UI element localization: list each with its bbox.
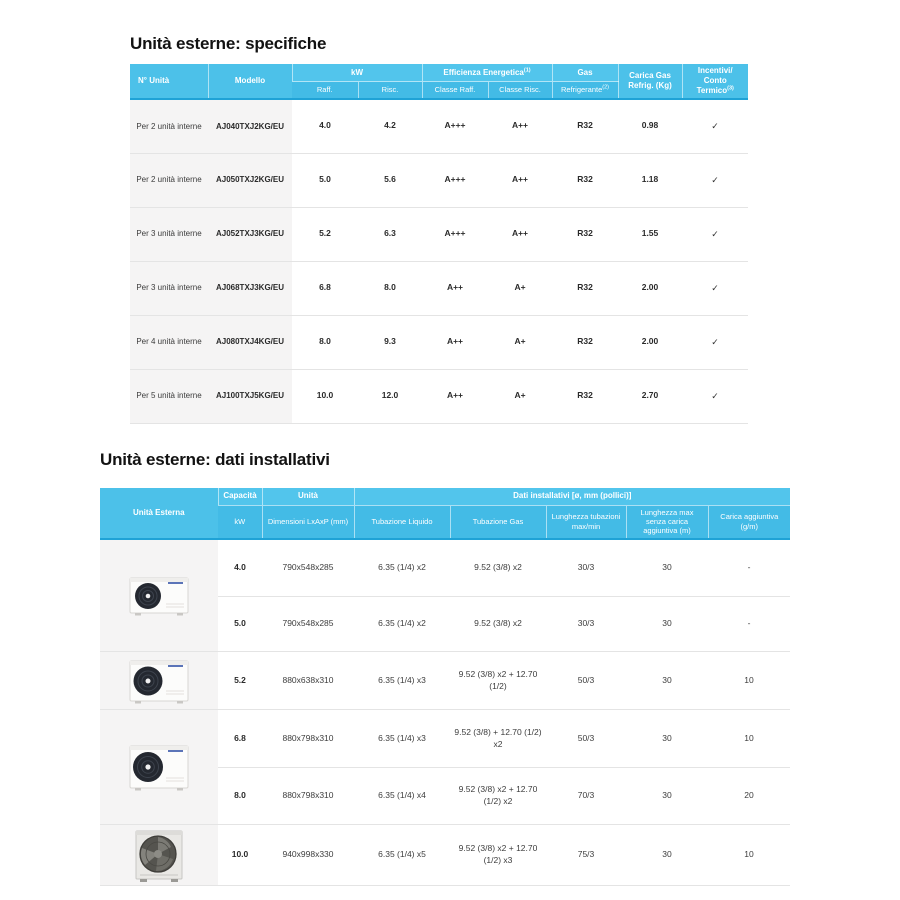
cell-tubazione-gas: 9.52 (3/8) x2 xyxy=(474,561,522,572)
cell-gas: R32 xyxy=(552,207,618,261)
outdoor-unit-large-image xyxy=(100,825,218,886)
col-header-carica-gas: Carica Gas Refrig. (Kg) xyxy=(618,64,682,99)
col-header-n-unita: N° Unità xyxy=(130,64,208,99)
cell-tubazione-liquido: 6.35 (1/4) x5 xyxy=(354,825,450,886)
incentivi-footnote: (3) xyxy=(727,85,734,92)
col-group-gas: Gas xyxy=(552,64,618,82)
subcol-header-lunghezza-max: Lunghezza max senza carica aggiuntiva (m) xyxy=(626,505,708,539)
cell-capacita: 10.0 xyxy=(218,825,262,886)
cell-n-unita: Per 2 unità interne xyxy=(130,99,208,153)
col-header-modello: Modello xyxy=(208,64,292,99)
subcol-header-carica-aggiuntiva: Carica aggiuntiva (g/m) xyxy=(708,505,790,539)
cell-lunghezza-tubazioni: 70/3 xyxy=(546,768,626,825)
cell-tubazione-liquido: 6.35 (1/4) x3 xyxy=(354,652,450,710)
cell-tubazione-liquido: 6.35 (1/4) x4 xyxy=(354,768,450,825)
cell-raff: 5.0 xyxy=(292,153,358,207)
cell-carica: 1.55 xyxy=(618,207,682,261)
cell-risc: 12.0 xyxy=(358,369,422,423)
table2-title: Unità esterne: dati installativi xyxy=(100,450,330,469)
cell-dimensioni: 880x798x310 xyxy=(262,710,354,768)
table-row xyxy=(100,710,790,768)
cell-risc: 8.0 xyxy=(358,261,422,315)
install-data-table xyxy=(100,488,790,886)
table-row xyxy=(130,153,748,207)
cell-classe-risc: A+ xyxy=(488,315,552,369)
cell-classe-raff: A++ xyxy=(422,369,488,423)
cell-classe-raff: A+++ xyxy=(422,207,488,261)
cell-raff: 10.0 xyxy=(292,369,358,423)
table-row xyxy=(130,99,748,153)
cell-raff: 5.2 xyxy=(292,207,358,261)
cell-tubazione-gas: 9.52 (3/8) x2 xyxy=(450,597,546,652)
subcol-header-lunghezza-tubazioni: Lunghezza tubazioni max/min xyxy=(546,505,626,539)
cell-classe-raff: A+++ xyxy=(444,120,466,131)
cell-carica-aggiuntiva: 10 xyxy=(708,710,790,768)
cell-lunghezza-max: 30 xyxy=(626,597,708,652)
check-icon: ✓ xyxy=(682,369,748,423)
subcol-header-tubazione-liquido: Tubazione Liquido xyxy=(354,505,450,539)
cell-n-unita: Per 3 unità interne xyxy=(130,261,208,315)
cell-lunghezza-tubazioni: 50/3 xyxy=(546,710,626,768)
cell-carica: 1.18 xyxy=(618,153,682,207)
col-group-unita: Unità xyxy=(262,488,354,505)
cell-classe-raff: A+++ xyxy=(422,153,488,207)
install-table-header xyxy=(100,488,790,539)
subcol-header-risc: Risc. xyxy=(358,82,422,100)
col-group-kw: kW xyxy=(292,64,422,82)
check-icon: ✓ xyxy=(682,207,748,261)
table1-title: Unità esterne: specifiche xyxy=(130,34,327,53)
cell-dimensioni: 880x638x310 xyxy=(262,652,354,710)
cell-classe-risc: A++ xyxy=(488,207,552,261)
cell-raff: 8.0 xyxy=(292,315,358,369)
cell-tubazione-liquido: 6.35 (1/4) x2 xyxy=(378,561,426,572)
cell-lunghezza-max: 30 xyxy=(626,710,708,768)
cell-lunghezza-tubazioni: 50/3 xyxy=(546,652,626,710)
table-row xyxy=(100,539,790,597)
cell-risc: 5.6 xyxy=(358,153,422,207)
cell-lunghezza-max: 30 xyxy=(626,825,708,886)
cell-classe-raff: A++ xyxy=(422,315,488,369)
cell-n-unita: Per 3 unità interne xyxy=(130,207,208,261)
cell-dimensioni: 790x548x285 xyxy=(262,597,354,652)
cell-tubazione-gas: 9.52 (3/8) + 12.70 (1/2) x2 xyxy=(450,710,546,768)
cell-gas: R32 xyxy=(577,120,593,131)
col-group-capacita: Capacità xyxy=(218,488,262,505)
cell-dimensioni: 790x548x285 xyxy=(282,561,334,572)
cell-classe-risc: A+ xyxy=(488,369,552,423)
cell-tubazione-liquido: 6.35 (1/4) x3 xyxy=(354,710,450,768)
cell-capacita: 4.0 xyxy=(234,561,246,572)
cell-modello: AJ080TXJ4KG/EU xyxy=(208,315,292,369)
table-row xyxy=(130,369,748,423)
cell-tubazione-gas: 9.52 (3/8) x2 + 12.70 (1/2) x3 xyxy=(450,825,546,886)
table-row xyxy=(100,652,790,710)
cell-lunghezza-max: 30 xyxy=(662,561,672,572)
cell-modello: AJ100TXJ5KG/EU xyxy=(208,369,292,423)
cell-gas: R32 xyxy=(552,315,618,369)
table-row xyxy=(100,825,790,886)
table-row xyxy=(130,261,748,315)
cell-classe-risc: A++ xyxy=(511,120,529,131)
col-header-unita-esterna: Unità Esterna xyxy=(100,488,218,539)
cell-carica-aggiuntiva: - xyxy=(708,597,790,652)
cell-dimensioni: 880x798x310 xyxy=(262,768,354,825)
cell-n-unita: Per 4 unità interne xyxy=(130,315,208,369)
efficienza-footnote: (1) xyxy=(523,66,531,73)
cell-capacita: 6.8 xyxy=(218,710,262,768)
subcol-header-classe-risc: Classe Risc. xyxy=(488,82,552,100)
cell-risc: 4.2 xyxy=(384,120,396,131)
cell-carica-aggiuntiva: 10 xyxy=(708,652,790,710)
cell-n-unita: Per 2 unità interne xyxy=(130,153,208,207)
spec-table xyxy=(130,64,748,424)
cell-raff: 6.8 xyxy=(292,261,358,315)
cell-risc: 6.3 xyxy=(358,207,422,261)
refrigerante-footnote: (2) xyxy=(602,84,609,91)
cell-carica: 2.00 xyxy=(618,315,682,369)
table-row xyxy=(130,207,748,261)
cell-carica-aggiuntiva: - xyxy=(747,561,751,572)
subcol-header-refrigerante: Refrigerante$^{(2)}$ xyxy=(552,82,618,100)
cell-carica: 2.70 xyxy=(618,369,682,423)
cell-raff: 4.0 xyxy=(319,120,331,131)
subcol-header-raff: Raff. xyxy=(292,82,358,100)
subcol-header-classe-raff: Classe Raff. xyxy=(422,82,488,100)
col-header-incentivi: Incentivi/ Conto Termico$^{(3)}$ xyxy=(682,64,748,99)
outdoor-unit-medium-image xyxy=(100,710,218,825)
cell-capacita: 5.2 xyxy=(218,652,262,710)
check-icon: ✓ xyxy=(682,261,748,315)
cell-tubazione-liquido: 6.35 (1/4) x2 xyxy=(354,597,450,652)
table-row xyxy=(130,315,748,369)
cell-risc: 9.3 xyxy=(358,315,422,369)
check-icon: ✓ xyxy=(682,153,748,207)
cell-classe-risc: A+ xyxy=(488,261,552,315)
col-group-dati-installativi: Dati installativi [ø, mm (pollici)] xyxy=(354,488,790,505)
subcol-header-tubazione-gas: Tubazione Gas xyxy=(450,505,546,539)
check-icon: ✓ xyxy=(711,120,719,131)
cell-modello: AJ050TXJ2KG/EU xyxy=(208,153,292,207)
cell-lunghezza-max: 30 xyxy=(626,768,708,825)
cell-modello: AJ052TXJ3KG/EU xyxy=(208,207,292,261)
cell-modello: AJ040TXJ2KG/EU xyxy=(208,99,292,153)
cell-capacita: 5.0 xyxy=(218,597,262,652)
spec-table-header xyxy=(130,64,748,99)
cell-classe-raff: A++ xyxy=(422,261,488,315)
subcol-header-kw: kW xyxy=(218,505,262,539)
outdoor-unit-medium-image xyxy=(100,652,218,710)
cell-lunghezza-tubazioni: 30/3 xyxy=(577,561,595,572)
cell-lunghezza-tubazioni: 30/3 xyxy=(546,597,626,652)
col-group-efficienza: Efficienza Energetica$^{(1)}$ xyxy=(422,64,552,82)
cell-lunghezza-tubazioni: 75/3 xyxy=(546,825,626,886)
cell-tubazione-gas: 9.52 (3/8) x2 + 12.70 (1/2) x2 xyxy=(450,768,546,825)
cell-gas: R32 xyxy=(552,369,618,423)
cell-carica-aggiuntiva: 20 xyxy=(708,768,790,825)
cell-lunghezza-max: 30 xyxy=(626,652,708,710)
cell-carica: 2.00 xyxy=(618,261,682,315)
cell-carica: 0.98 xyxy=(641,120,659,131)
cell-n-unita: Per 5 unità interne xyxy=(130,369,208,423)
subcol-header-dimensioni: Dimensioni LxAxP (mm) xyxy=(262,505,354,539)
cell-capacita: 8.0 xyxy=(218,768,262,825)
cell-carica-aggiuntiva: 10 xyxy=(708,825,790,886)
cell-tubazione-gas: 9.52 (3/8) x2 + 12.70 (1/2) xyxy=(450,652,546,710)
cell-dimensioni: 940x998x330 xyxy=(262,825,354,886)
cell-modello: AJ068TXJ3KG/EU xyxy=(208,261,292,315)
check-icon: ✓ xyxy=(682,315,748,369)
cell-classe-risc: A++ xyxy=(488,153,552,207)
cell-gas: R32 xyxy=(552,153,618,207)
outdoor-unit-small-image xyxy=(100,539,218,652)
cell-gas: R32 xyxy=(552,261,618,315)
